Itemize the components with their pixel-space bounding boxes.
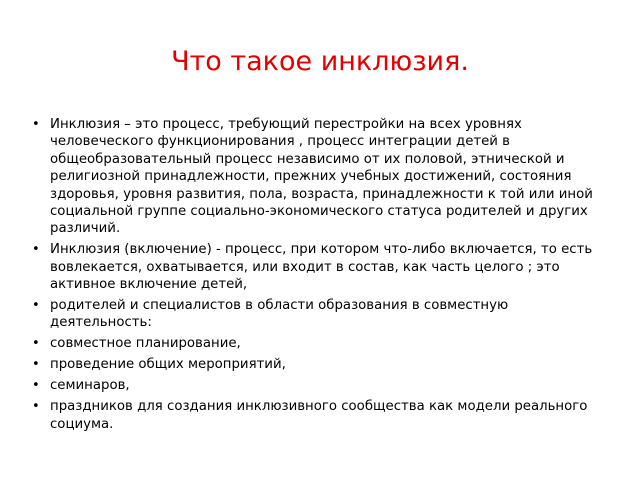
bullet-text: родителей и специалистов в области образования в совместную деятельность: [50, 298, 509, 331]
bullet-item-7 [32, 398, 610, 433]
bullet-icon: • [32, 399, 40, 415]
slide-title: Что такое инклюзия. [171, 46, 469, 77]
bullet-item-6 [32, 377, 610, 394]
bullet-icon: • [32, 378, 40, 394]
bullet-icon: • [32, 357, 40, 373]
bullet-icon: • [32, 336, 40, 352]
bullet-icon: • [32, 117, 40, 132]
bullet-item-1 [32, 116, 610, 238]
bullet-text: совместное планирование, [50, 336, 241, 352]
bullet-text: праздников для создания инклюзивного сообщества как модели реального социума. [50, 399, 588, 432]
bullet-text: Инклюзия (включение) - процесс, при котором что-либо включается, то есть вовлекается, охватывается, или входит в состав, как часть целого ; это активное включение детей, [50, 242, 593, 293]
bullet-item-5 [32, 356, 610, 373]
bullet-icon: • [32, 242, 40, 258]
bullet-text: Инклюзия – это процесс, требующий перестройки на всех уровнях человеческого функционирования , процесс интеграции детей в общеобразовательный процесс независимо от их половой, этнической и религиозной принадлежности, прежних учебных достижений, состояния здоровья, уровня развития, пола, возраста, принадлежности к той или иной социальной группе социально-экономического статуса родителей и других различий. [50, 117, 593, 237]
bullet-text: семинаров, [50, 378, 130, 394]
bullet-item-4 [32, 335, 610, 352]
bullet-text: проведение общих мероприятий, [50, 357, 286, 373]
bullet-item-3 [32, 297, 610, 332]
bullet-icon: • [32, 298, 40, 314]
bullet-list [32, 116, 610, 436]
bullet-item-2 [32, 241, 610, 293]
